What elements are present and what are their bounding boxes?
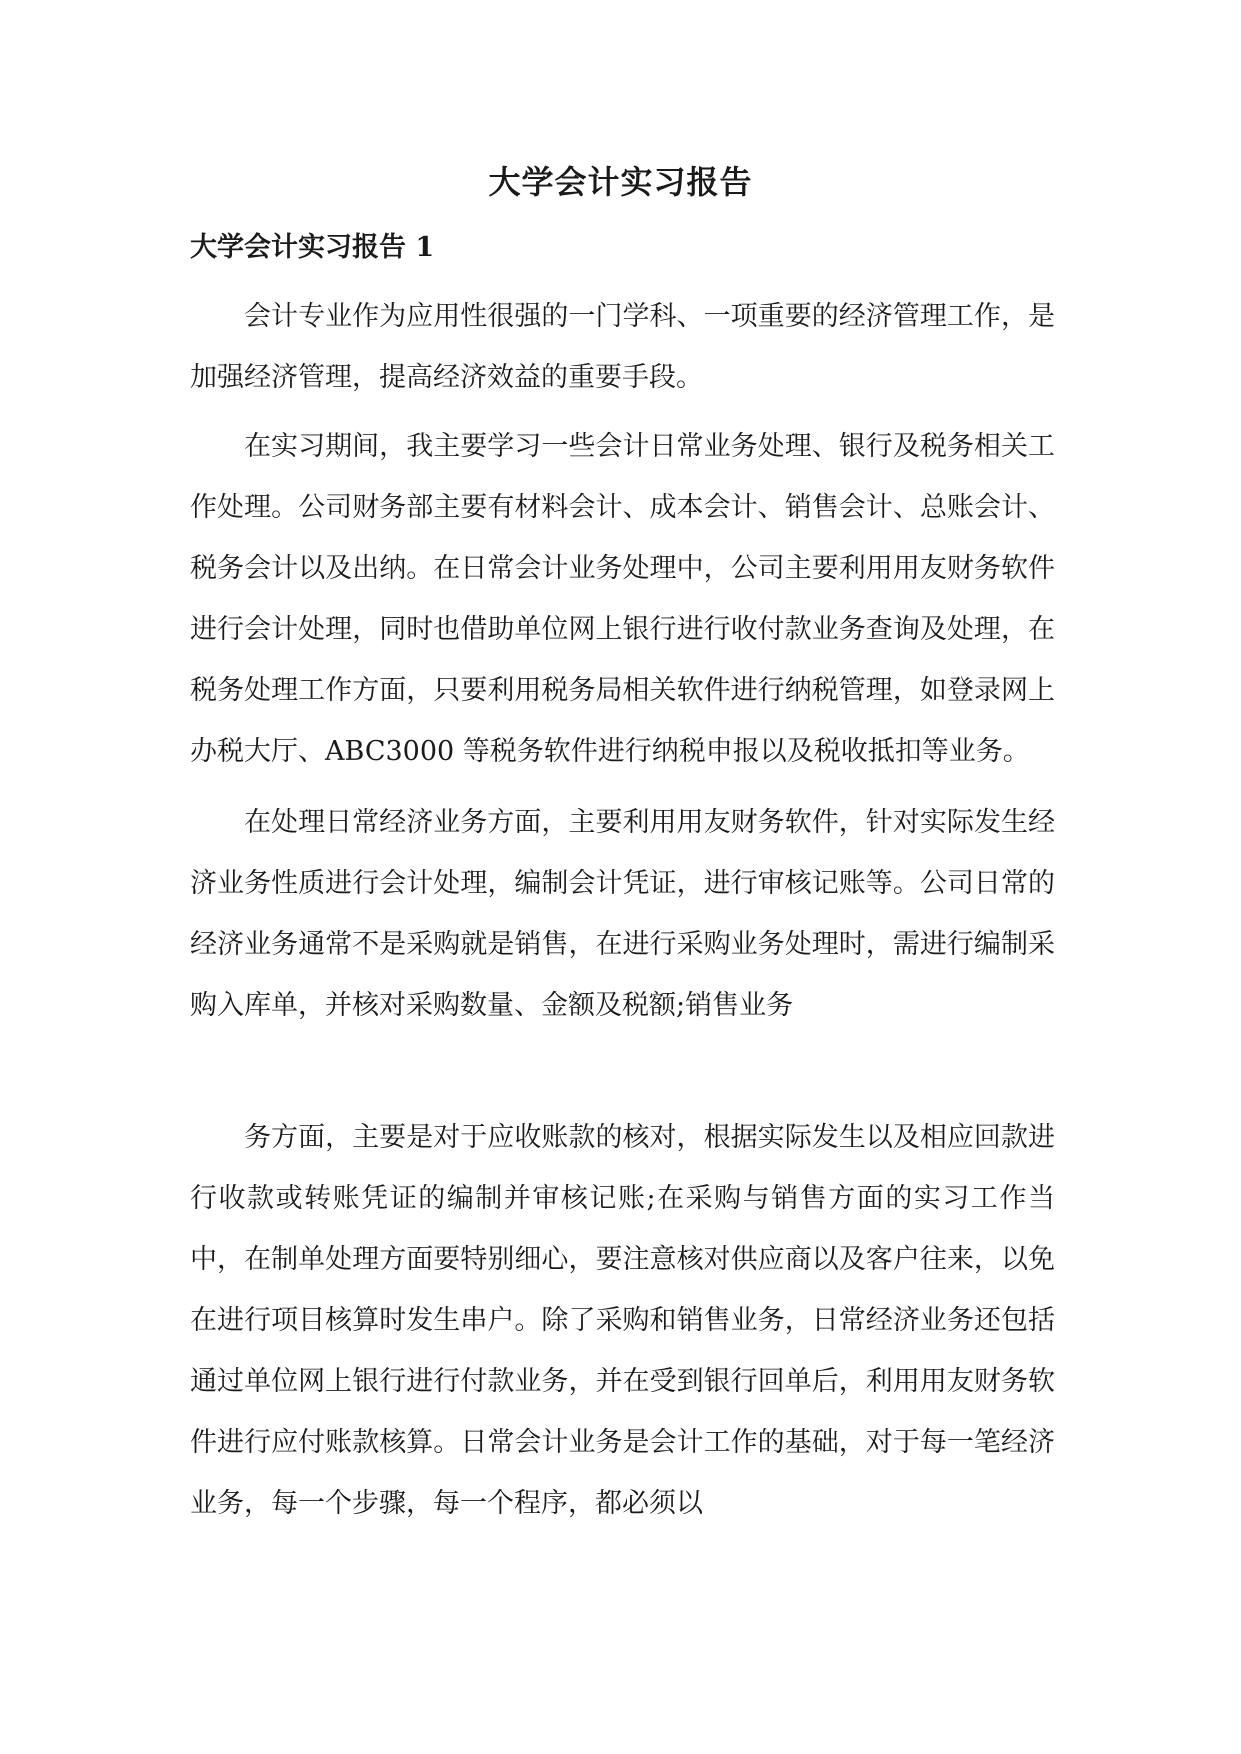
paragraph: 务方面，主要是对于应收账款的核对，根据实际发生以及相应回款进行收款或转账凭证的编制并审核记账;在采购与销售方面的实习工作当中，在制单处理方面要特别细心，要注意核对供应商以及客户往来，以免在进行项目核算时发生串户。除了采购和销售业务，日常经济业务还包括通过单位网上银行进行付款业务，并在受到银行回单后，利用用友财务软件进行应付账款核算。日常会计业务是会计工作的基础，对于每一笔经济业务，每一个步骤，每一个程序，都必须以 [190, 1122, 1055, 1519]
section-heading: 大学会计实习报告 1 [190, 232, 435, 263]
document-title: 大学会计实习报告 [488, 163, 753, 201]
paragraph: 在实习期间，我主要学习一些会计日常业务处理、银行及税务相关工作处理。公司财务部主要有材料会计、成本会计、销售会计、总账会计、税务会计以及出纳。在日常会计业务处理中，公司主要利用用友财务软件进行会计处理，同时也借助单位网上银行进行收付款业务查询及处理，在税务处理工作方面，只要利用税务局相关软件进行纳税管理，如登录网上办税大厅、ABC3000 等税务软件进行纳税申报以及税收抵扣等业务。 [190, 431, 1055, 767]
paragraph: 会计专业作为应用性很强的一门学科、一项重要的经济管理工作，是加强经济管理，提高经济效益的重要手段。 [190, 301, 1055, 393]
paragraph: 在处理日常经济业务方面，主要利用用友财务软件，针对实际发生经济业务性质进行会计处理，编制会计凭证，进行审核记账等。公司日常的经济业务通常不是采购就是销售，在进行采购业务处理时，需进行编制采购入库单，并核对采购数量、金额及税额;销售业务 [190, 807, 1055, 1021]
